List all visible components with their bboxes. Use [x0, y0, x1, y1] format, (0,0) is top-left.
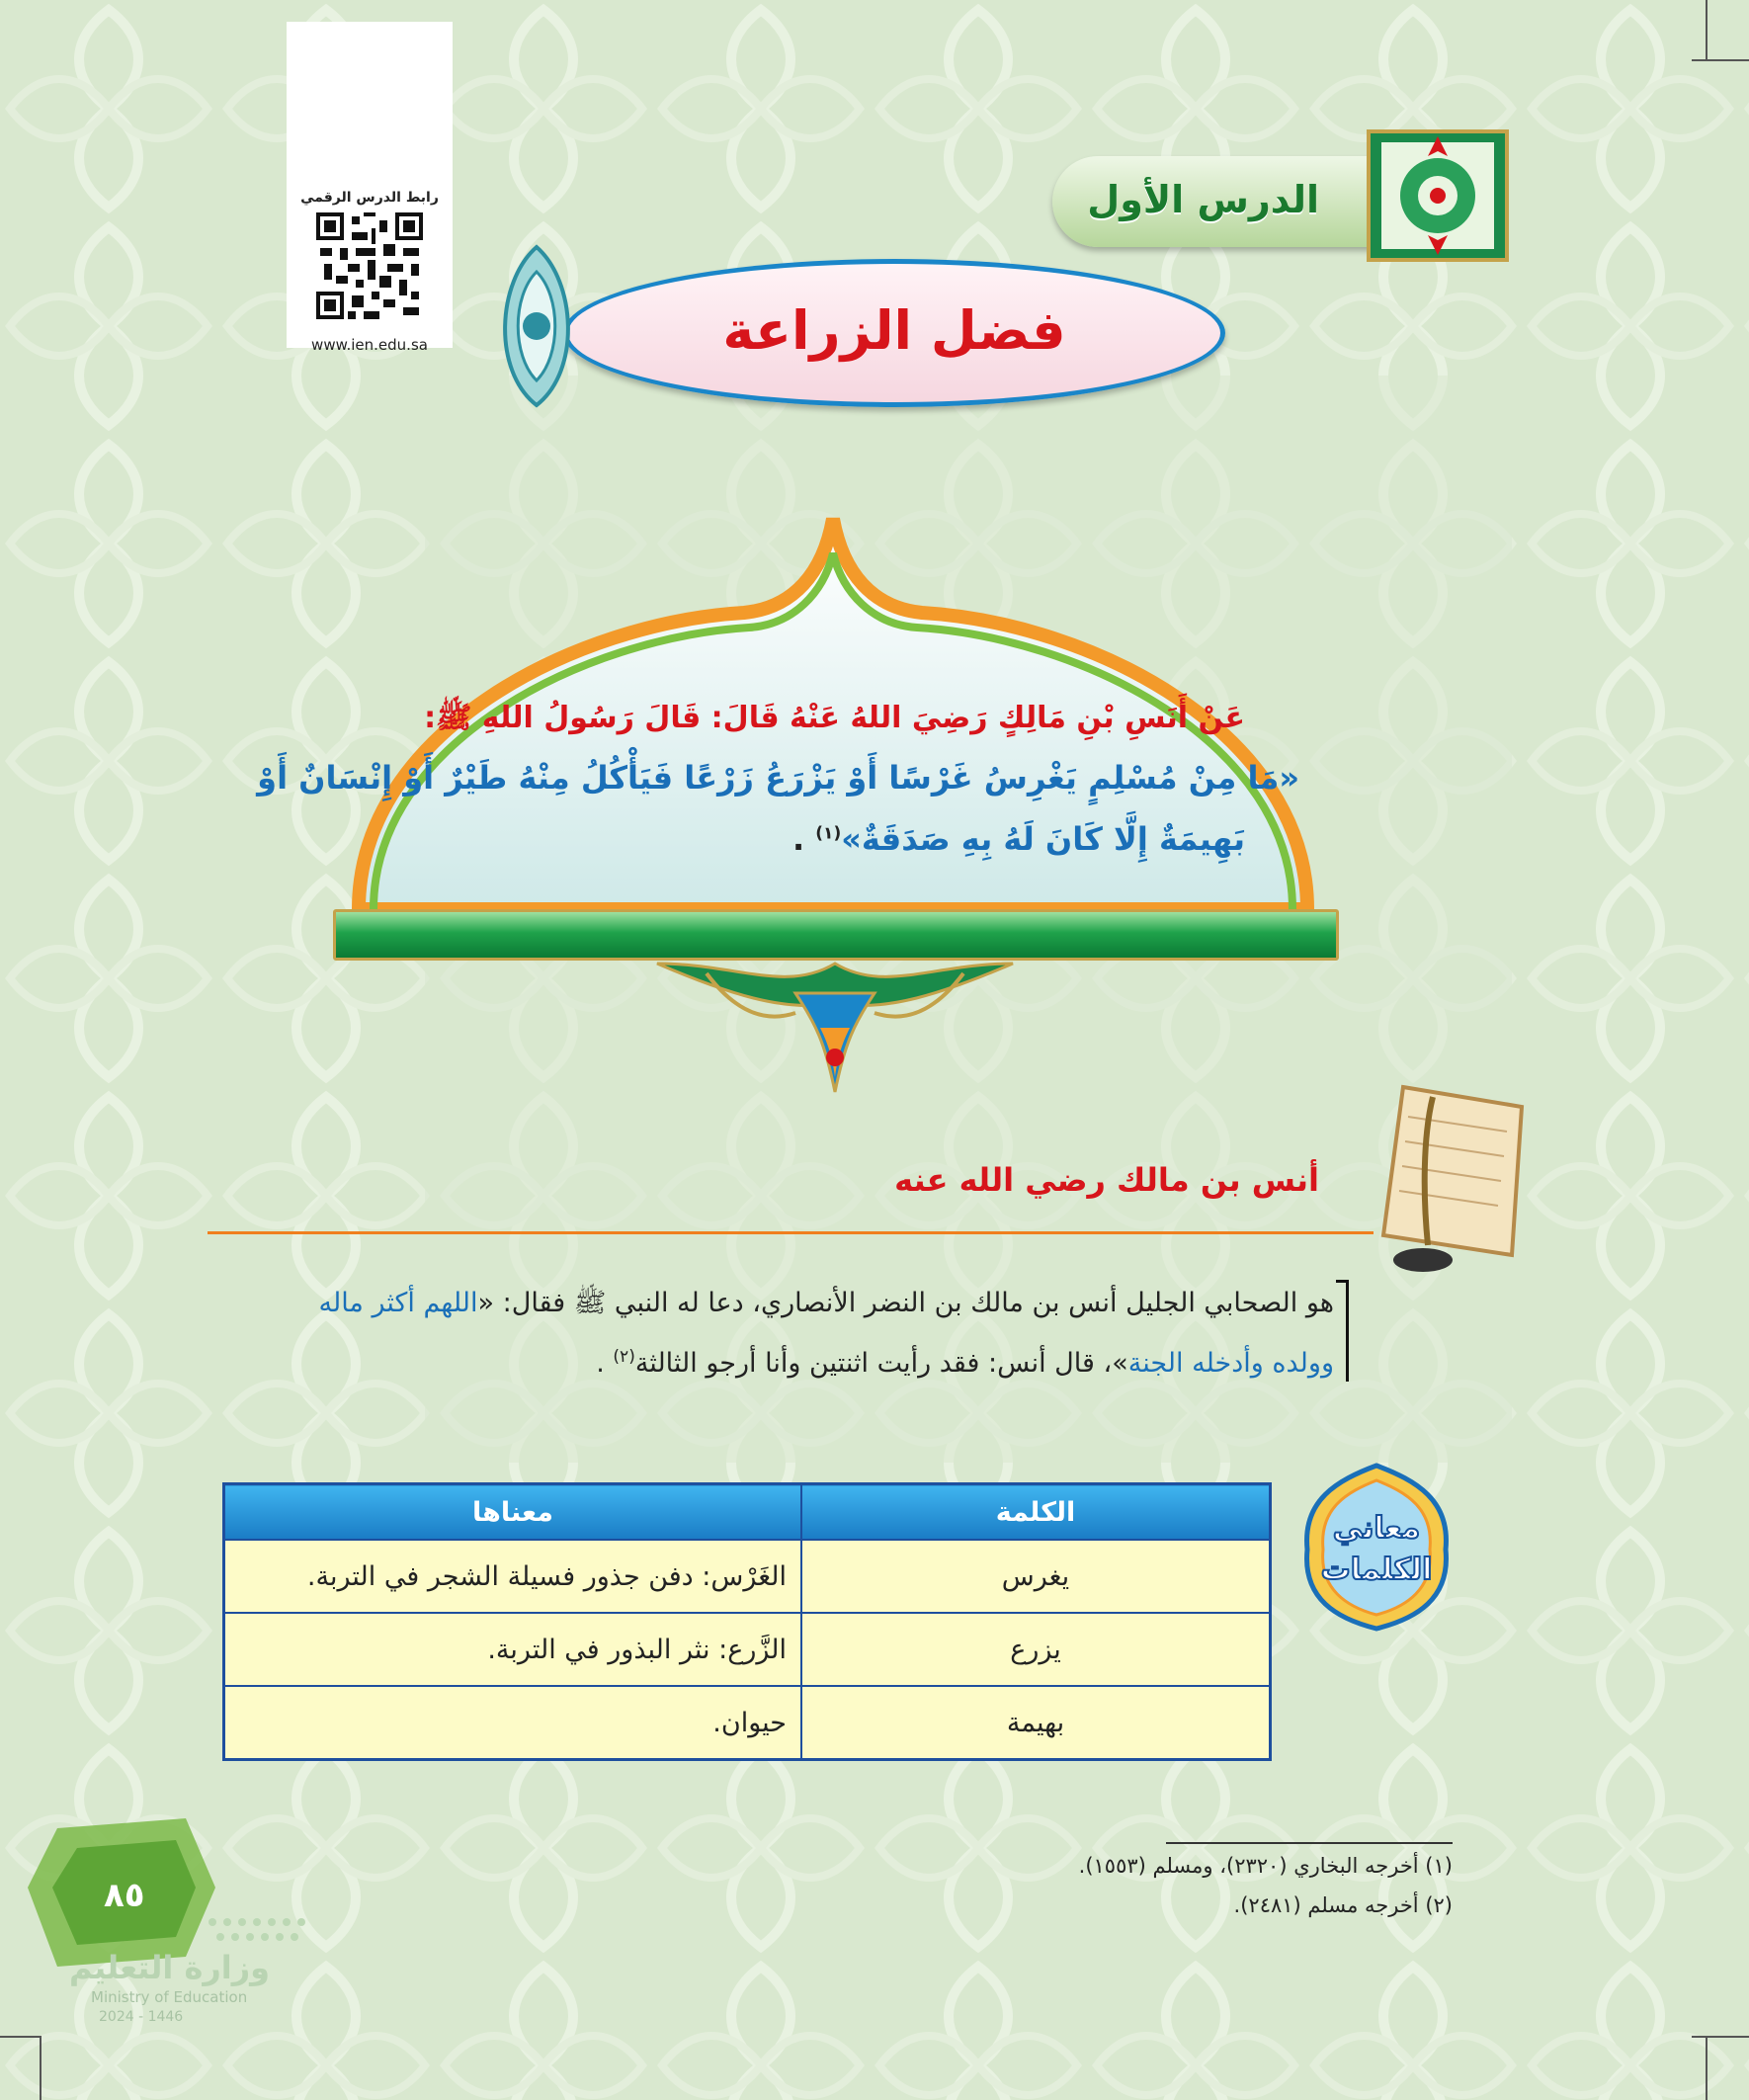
hadith-text-line2-wrap	[792, 820, 1245, 858]
narrator-para-line1	[178, 1277, 1334, 1330]
narrator-para-text-cont: »، قال أنس: فقد رأيت اثنتين وأنا أرجو الثالثة	[634, 1348, 1128, 1379]
badge-line2: الكلمات	[1320, 1553, 1433, 1587]
narrator-para-line2	[178, 1330, 1334, 1390]
footnote-ref-1[interactable]: (١)	[815, 823, 842, 844]
orange-rule	[208, 1231, 1374, 1234]
crop-mark	[1706, 2036, 1707, 2100]
crop-mark	[0, 2036, 40, 2038]
qr-label: رابط الدرس الرقمي	[300, 190, 439, 206]
ministry-year: 2024 - 1446	[99, 2009, 184, 2025]
narrator-dua-text-cont: وولده وأدخله الجنة	[1127, 1348, 1334, 1379]
narrator-dua-text: اللهم أكثر ماله	[318, 1288, 478, 1318]
table-header-row	[224, 1484, 1271, 1541]
lesson-title: فضل الزراعة	[722, 299, 1066, 362]
hadith-intro: عَنْ أَنَسِ بْنِ مَالِكٍ رَضِيَ اللهُ عَنْهُ قَالَ: قَالَ رَسُولُ اللهِ ﷺ:	[424, 701, 1245, 735]
narrator-heading: أنس بن مالك رضي الله عنه	[894, 1161, 1319, 1199]
badge-line1: معاني	[1332, 1511, 1421, 1546]
crop-mark	[1692, 59, 1749, 61]
hadith-text-line2: بَهِيمَةٌ إِلَّا كَانَ لَهُ بِهِ صَدَقَةٌ»	[841, 820, 1245, 858]
word-cell: يزرع	[801, 1613, 1271, 1686]
bracket-mark	[1336, 1280, 1349, 1382]
crop-mark	[1692, 2036, 1749, 2038]
vocabulary-badge	[1297, 1461, 1456, 1634]
qr-code-icon[interactable]	[316, 212, 423, 319]
meaning-cell: الغَرْس: دفن جذور فسيلة الشجر في التربة.	[224, 1540, 802, 1613]
footnote-ref-2[interactable]: (٢)	[613, 1347, 635, 1367]
word-cell: بهيمة	[801, 1686, 1271, 1760]
arabesque-ornament-icon	[647, 954, 1023, 1102]
ministry-name-ar: وزارة التعليم	[69, 1949, 271, 1986]
qr-url[interactable]: www.ien.edu.sa	[311, 336, 428, 354]
footnote-2: (٢) أخرجه مسلم (٢٤٨١).	[1233, 1893, 1453, 1917]
table-row	[224, 1540, 1271, 1613]
meaning-cell: حيوان.	[224, 1686, 802, 1760]
scroll-quill-icon	[1364, 1077, 1532, 1275]
title-ornament-icon	[482, 242, 591, 410]
qr-code-box[interactable]	[287, 22, 453, 354]
title-pill	[563, 259, 1225, 407]
vocabulary-table	[222, 1482, 1272, 1761]
ministry-logo-dots-icon	[203, 1912, 321, 1952]
col-meaning-header: معناها	[224, 1484, 802, 1541]
crop-mark	[1706, 0, 1707, 59]
table-row	[224, 1613, 1271, 1686]
narrator-para-text: هو الصحابي الجليل أنس بن مالك بن النضر الأنصاري، دعا له النبي ﷺ فقال: «	[477, 1288, 1334, 1318]
lesson-label: الدرس الأول	[1087, 178, 1319, 221]
page-number: ٨٥	[104, 1876, 145, 1915]
crop-mark	[40, 2036, 42, 2100]
word-cell: يغرس	[801, 1540, 1271, 1613]
hadith-text-line1: «مَا مِنْ مُسْلِمٍ يَغْرِسُ غَرْسًا أَوْ يَزْرَعُ زَرْعًا فَيَأْكُلُ مِنْهُ طَيْرٌ أَوْ إِنْسَانٌ أَوْ	[257, 759, 1299, 797]
meaning-cell: الزَّرع: نثر البذور في التربة.	[224, 1613, 802, 1686]
end-mark: .	[596, 1348, 605, 1379]
ministry-name-en: Ministry of Education	[91, 1988, 248, 2006]
footnote-divider	[1166, 1842, 1453, 1844]
footnote-1: (١) أخرجه البخاري (٢٣٢٠)، ومسلم (١٥٥٣).	[1078, 1854, 1453, 1878]
table-row	[224, 1686, 1271, 1760]
end-mark: .	[791, 820, 805, 858]
col-word-header: الكلمة	[801, 1484, 1271, 1541]
ornament-square-icon	[1364, 126, 1512, 265]
